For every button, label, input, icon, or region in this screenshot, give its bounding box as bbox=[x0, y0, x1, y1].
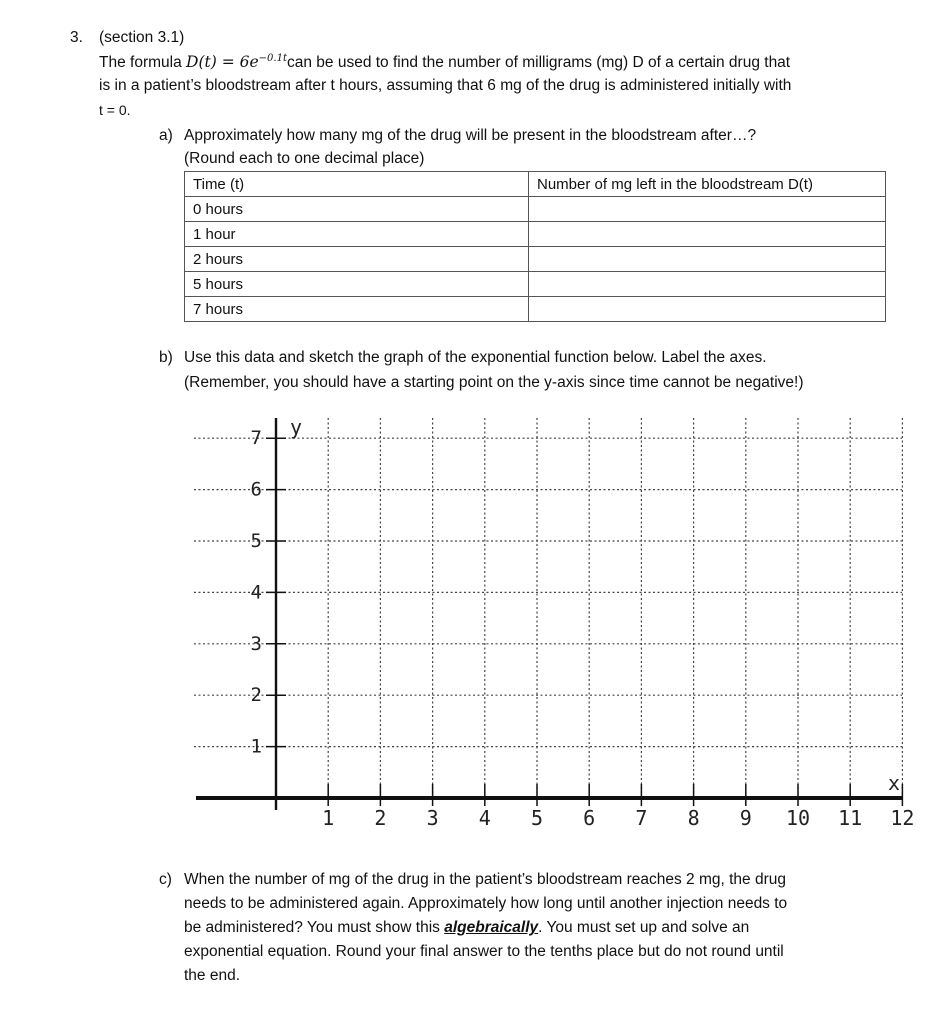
table-cell-time: 2 hours bbox=[185, 247, 529, 272]
table-cell-answer[interactable] bbox=[529, 222, 886, 247]
y-tick-label: 2 bbox=[250, 684, 262, 707]
section-label: (section 3.1) bbox=[99, 29, 185, 46]
y-tick-label: 5 bbox=[250, 530, 262, 552]
formula-eq: = 6e bbox=[216, 53, 259, 71]
table-cell-time: 1 hour bbox=[185, 222, 529, 247]
y-tick-label: 7 bbox=[250, 427, 262, 450]
x-axis-label: x bbox=[888, 771, 901, 795]
y-tick-label: 3 bbox=[250, 632, 262, 655]
table-header-row bbox=[185, 172, 886, 197]
table-cell-time: 7 hours bbox=[185, 297, 529, 322]
table-header-time: Time (t) bbox=[185, 172, 529, 197]
table-header-amount: Number of mg left in the bloodstream D(t) bbox=[529, 172, 886, 197]
x-tick-label: 3 bbox=[426, 806, 439, 830]
x-tick-label: 5 bbox=[530, 806, 544, 830]
table-cell-answer[interactable] bbox=[529, 247, 886, 272]
intro-text-1a: The formula bbox=[99, 54, 187, 71]
problem-intro-line-2: is in a patient’s bloodstream after t hours, assuming that 6 mg of the drug is administered initially with bbox=[99, 77, 792, 94]
part-c-line-3a: be administered? You must show this bbox=[184, 919, 445, 936]
part-b-label: b) bbox=[159, 349, 173, 366]
x-tick-label: 1 bbox=[322, 806, 335, 830]
table-cell-answer[interactable] bbox=[529, 297, 886, 322]
table-cell-time: 5 hours bbox=[185, 272, 529, 297]
formula-exponent: −0.1t bbox=[258, 52, 287, 64]
table-row bbox=[185, 197, 886, 222]
part-c-line-4: exponential equation. Round your final answer to the tenths place but do not round until bbox=[184, 943, 784, 960]
part-c-line-5: the end. bbox=[184, 967, 241, 984]
x-tick-label: 7 bbox=[635, 806, 648, 830]
algebraically-emphasis: algebraically bbox=[444, 919, 539, 936]
problem-intro-line-3: t = 0. bbox=[99, 102, 131, 118]
part-c-line-2: needs to be administered again. Approximately how long until another injection needs to bbox=[184, 895, 788, 912]
y-tick-label: 1 bbox=[250, 735, 262, 758]
part-a-question: Approximately how many mg of the drug will be present in the bloodstream after…? bbox=[184, 127, 757, 144]
drug-amount-table bbox=[184, 171, 886, 322]
table-cell-time: 0 hours bbox=[185, 197, 529, 222]
table-row bbox=[185, 247, 886, 272]
x-tick-label: 11 bbox=[838, 806, 863, 830]
formula-lhs: D(t) bbox=[186, 53, 217, 71]
x-tick-label: 12 bbox=[890, 806, 915, 830]
x-tick-label: 6 bbox=[583, 806, 596, 830]
intro-text-1b: can be used to find the number of milligrams (mg) D of a certain drug that bbox=[286, 54, 791, 71]
y-tick-label: 6 bbox=[250, 478, 262, 501]
part-b-reminder: (Remember, you should have a starting point on the y-axis since time cannot be negative!) bbox=[184, 374, 804, 391]
part-a-label: a) bbox=[159, 127, 173, 144]
x-tick-label: 10 bbox=[785, 806, 811, 830]
x-tick-label: 2 bbox=[374, 806, 387, 830]
x-tick-label: 4 bbox=[478, 806, 491, 830]
y-axis-label: y bbox=[290, 415, 303, 439]
part-a-instruction: (Round each to one decimal place) bbox=[184, 150, 425, 167]
part-c-line-3 bbox=[184, 916, 749, 940]
y-tick-label: 4 bbox=[250, 581, 262, 604]
table-row bbox=[185, 297, 886, 322]
part-b-question: Use this data and sketch the graph of the exponential function below. Label the axes. bbox=[184, 349, 767, 366]
x-tick-label: 9 bbox=[739, 806, 752, 830]
table-row bbox=[185, 272, 886, 297]
part-c-line-1: When the number of mg of the drug in the patient’s bloodstream reaches 2 mg, the drug bbox=[184, 871, 786, 888]
problem-intro-line-1 bbox=[99, 50, 790, 75]
table-cell-answer[interactable] bbox=[529, 272, 886, 297]
table-row bbox=[185, 222, 886, 247]
coordinate-grid[interactable] bbox=[192, 410, 922, 840]
part-c-label: c) bbox=[159, 871, 172, 888]
x-tick-label: 8 bbox=[687, 806, 700, 830]
problem-number: 3. bbox=[70, 29, 83, 46]
part-c-line-3b: . You must set up and solve an bbox=[538, 919, 750, 936]
table-cell-answer[interactable] bbox=[529, 197, 886, 222]
